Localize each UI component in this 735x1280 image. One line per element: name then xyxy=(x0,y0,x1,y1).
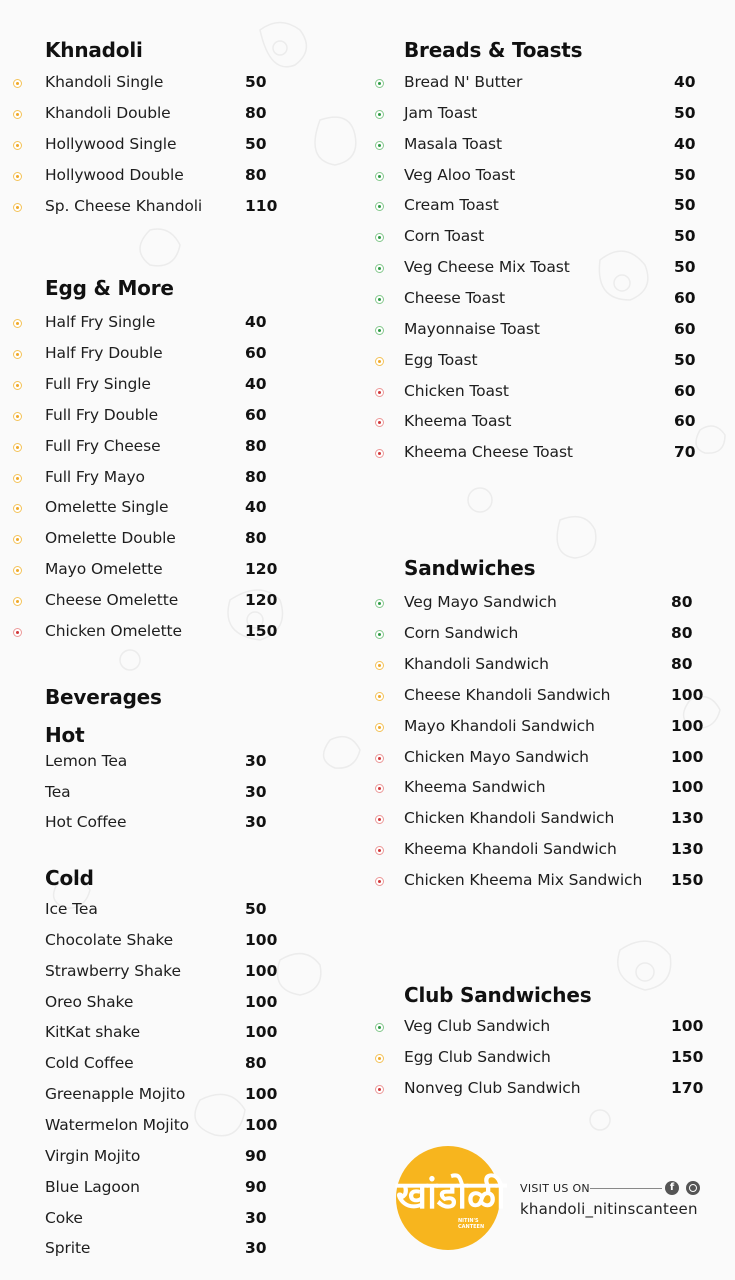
item-name: Chicken Khandoli Sandwich xyxy=(404,809,615,828)
item-price: 80 xyxy=(245,436,267,455)
item-name: Veg Cheese Mix Toast xyxy=(404,258,570,277)
menu-item xyxy=(0,1085,360,1107)
item-price: 100 xyxy=(245,1085,278,1104)
item-name: Half Fry Double xyxy=(45,343,163,362)
item-name: Veg Mayo Sandwich xyxy=(404,593,557,611)
item-name: Khandoli Single xyxy=(45,73,164,91)
item-price: 50 xyxy=(674,258,696,277)
item-name: Khandoli Double xyxy=(45,104,171,122)
item-name: Mayonnaise Toast xyxy=(404,319,540,338)
item-name: Greenapple Mojito xyxy=(45,1085,186,1104)
item-name: Hollywood Double xyxy=(45,166,184,184)
item-price: 40 xyxy=(674,134,696,153)
item-price: 100 xyxy=(671,1017,704,1035)
item-price: 60 xyxy=(674,381,696,400)
item-price: 150 xyxy=(671,871,704,890)
nonveg-indicator-icon xyxy=(375,1085,384,1094)
egg-indicator-icon xyxy=(13,597,22,606)
item-name: Hollywood Single xyxy=(45,135,177,153)
menu-item xyxy=(360,227,735,249)
menu-item xyxy=(0,783,360,805)
nonveg-indicator-icon xyxy=(375,877,384,886)
item-price: 90 xyxy=(245,1177,267,1196)
item-price: 100 xyxy=(245,1023,278,1042)
item-name: Chicken Toast xyxy=(404,381,509,400)
menu-item xyxy=(0,813,360,835)
item-name: Blue Lagoon xyxy=(45,1177,140,1196)
brand-logo xyxy=(396,1146,506,1250)
item-name: Mayo Khandoli Sandwich xyxy=(404,716,595,735)
menu-item xyxy=(360,258,735,280)
menu-item xyxy=(0,1147,360,1169)
menu-item xyxy=(360,624,735,646)
item-name: Cheese Omelette xyxy=(45,591,179,610)
menu-item xyxy=(360,289,735,311)
veg-indicator-icon xyxy=(375,326,384,335)
item-name: Ice Tea xyxy=(45,900,98,918)
item-price: 40 xyxy=(245,374,267,393)
item-price: 60 xyxy=(245,405,267,424)
menu-item xyxy=(360,196,735,218)
menu-item xyxy=(0,591,360,613)
item-price: 120 xyxy=(245,560,278,579)
menu-item xyxy=(0,900,360,922)
item-price: 50 xyxy=(674,165,696,184)
item-name: Watermelon Mojito xyxy=(45,1115,190,1134)
menu-item xyxy=(360,443,735,465)
section-title-sandwiches: Sandwiches xyxy=(404,556,536,580)
item-price: 100 xyxy=(671,747,704,766)
egg-indicator-icon xyxy=(13,412,22,421)
egg-indicator-icon xyxy=(375,692,384,701)
item-price: 50 xyxy=(674,227,696,246)
menu-item xyxy=(360,382,735,404)
nonveg-indicator-icon xyxy=(13,628,22,637)
item-name: Full Fry Mayo xyxy=(45,467,145,486)
item-price: 60 xyxy=(674,319,696,338)
item-name: Omelette Double xyxy=(45,529,176,548)
menu-item xyxy=(360,717,735,739)
menu-item xyxy=(0,1209,360,1231)
menu-item xyxy=(360,840,735,862)
item-name: Full Fry Double xyxy=(45,405,159,424)
item-price: 80 xyxy=(245,1054,267,1073)
nonveg-indicator-icon xyxy=(375,754,384,763)
menu-item xyxy=(0,529,360,551)
egg-indicator-icon xyxy=(13,141,22,150)
instagram-icon[interactable] xyxy=(686,1181,700,1195)
item-name: Masala Toast xyxy=(404,134,502,153)
menu-item xyxy=(0,406,360,428)
item-name: Egg Toast xyxy=(404,350,478,369)
menu-item xyxy=(360,1079,735,1101)
menu-item xyxy=(0,135,360,157)
item-price: 90 xyxy=(245,1146,267,1165)
item-price: 50 xyxy=(245,73,267,91)
item-price: 120 xyxy=(245,591,278,610)
menu-item xyxy=(0,197,360,219)
menu-item xyxy=(360,748,735,770)
item-name: Jam Toast xyxy=(404,103,478,122)
section-title-beverages: Beverages xyxy=(45,685,162,709)
veg-indicator-icon xyxy=(375,79,384,88)
egg-indicator-icon xyxy=(13,350,22,359)
menu-item xyxy=(0,104,360,126)
item-price: 40 xyxy=(245,498,267,517)
item-name: Full Fry Cheese xyxy=(45,436,161,455)
item-price: 80 xyxy=(671,593,693,611)
visit-us-label: VISIT US ON xyxy=(520,1182,590,1195)
menu-item xyxy=(360,1048,735,1070)
item-price: 100 xyxy=(245,1115,278,1134)
egg-indicator-icon xyxy=(13,319,22,328)
item-price: 30 xyxy=(245,782,267,801)
item-price: 30 xyxy=(245,1239,267,1258)
item-name: Kheema Khandoli Sandwich xyxy=(404,840,617,859)
item-name: Sprite xyxy=(45,1239,91,1258)
facebook-icon[interactable]: f xyxy=(665,1181,679,1195)
item-price: 50 xyxy=(245,900,267,918)
item-price: 100 xyxy=(245,992,278,1011)
item-price: 50 xyxy=(674,103,696,122)
veg-indicator-icon xyxy=(375,110,384,119)
egg-indicator-icon xyxy=(13,381,22,390)
item-name: Nonveg Club Sandwich xyxy=(404,1079,581,1097)
menu-item xyxy=(0,962,360,984)
item-name: Chocolate Shake xyxy=(45,930,174,949)
section-title-breads-toasts: Breads & Toasts xyxy=(404,38,583,62)
item-name: Chicken Kheema Mix Sandwich xyxy=(404,871,643,890)
nonveg-indicator-icon xyxy=(375,418,384,427)
item-name: Veg Club Sandwich xyxy=(404,1017,551,1035)
menu-item xyxy=(360,655,735,677)
egg-indicator-icon xyxy=(375,357,384,366)
item-price: 100 xyxy=(245,930,278,949)
veg-indicator-icon xyxy=(375,630,384,639)
item-name: Chicken Omelette xyxy=(45,622,182,640)
subsection-title-cold: Cold xyxy=(45,866,94,890)
item-price: 60 xyxy=(674,412,696,431)
item-name: Coke xyxy=(45,1208,83,1227)
menu-item xyxy=(0,468,360,490)
item-name: Bread N' Butter xyxy=(404,73,523,91)
item-name: Khandoli Sandwich xyxy=(404,654,549,673)
veg-indicator-icon xyxy=(375,172,384,181)
item-name: Veg Aloo Toast xyxy=(404,165,516,184)
veg-indicator-icon xyxy=(375,264,384,273)
menu-item xyxy=(360,593,735,615)
item-price: 80 xyxy=(245,104,267,122)
item-price: 70 xyxy=(674,443,696,462)
menu-item xyxy=(360,73,735,95)
egg-indicator-icon xyxy=(375,661,384,670)
menu-item xyxy=(0,498,360,520)
egg-indicator-icon xyxy=(13,535,22,544)
item-name: Corn Toast xyxy=(404,227,485,246)
item-name: Kheema Cheese Toast xyxy=(404,443,573,462)
nonveg-indicator-icon xyxy=(375,846,384,855)
menu-item xyxy=(360,320,735,342)
veg-indicator-icon xyxy=(375,233,384,242)
item-price: 80 xyxy=(245,529,267,548)
item-price: 80 xyxy=(245,467,267,486)
menu-item xyxy=(360,686,735,708)
item-price: 40 xyxy=(674,73,696,91)
egg-indicator-icon xyxy=(13,110,22,119)
egg-indicator-icon xyxy=(13,504,22,513)
menu-item xyxy=(360,412,735,434)
item-price: 100 xyxy=(671,778,704,797)
item-price: 100 xyxy=(245,961,278,980)
logo-subtext: NITIN'S CANTEEN xyxy=(458,1218,485,1230)
veg-indicator-icon xyxy=(375,1023,384,1032)
item-price: 80 xyxy=(671,654,693,673)
item-name: Cold Coffee xyxy=(45,1054,134,1073)
item-name: Half Fry Single xyxy=(45,313,156,331)
nonveg-indicator-icon xyxy=(375,784,384,793)
menu-item xyxy=(0,375,360,397)
section-title-khnadoli: Khnadoli xyxy=(45,38,143,62)
egg-indicator-icon xyxy=(375,1054,384,1063)
item-name: Full Fry Single xyxy=(45,374,151,393)
item-name: Oreo Shake xyxy=(45,992,134,1011)
item-price: 130 xyxy=(671,840,704,859)
item-price: 100 xyxy=(671,716,704,735)
item-name: Cream Toast xyxy=(404,196,499,215)
item-price: 60 xyxy=(245,343,267,362)
section-title-egg-more: Egg & More xyxy=(45,276,174,300)
logo-text: खांडोळी xyxy=(396,1172,506,1217)
menu-item xyxy=(0,344,360,366)
item-price: 80 xyxy=(245,166,267,184)
egg-indicator-icon xyxy=(13,203,22,212)
item-name: Sp. Cheese Khandoli xyxy=(45,197,203,215)
item-price: 130 xyxy=(671,809,704,828)
social-handle[interactable]: khandoli_nitinscanteen xyxy=(520,1200,698,1218)
nonveg-indicator-icon xyxy=(375,815,384,824)
item-price: 40 xyxy=(245,313,267,331)
item-name: Kheema Toast xyxy=(404,412,512,431)
item-name: Cheese Toast xyxy=(404,288,506,307)
menu-item xyxy=(360,1017,735,1039)
item-price: 150 xyxy=(671,1048,704,1066)
menu-item xyxy=(360,809,735,831)
item-name: Egg Club Sandwich xyxy=(404,1048,551,1066)
menu-item xyxy=(0,560,360,582)
menu-item xyxy=(360,104,735,126)
menu-item xyxy=(0,73,360,95)
menu-item xyxy=(0,1023,360,1045)
egg-indicator-icon xyxy=(13,172,22,181)
menu-item xyxy=(360,778,735,800)
egg-indicator-icon xyxy=(375,723,384,732)
visit-divider xyxy=(590,1188,662,1189)
menu-item xyxy=(0,1054,360,1076)
menu-item xyxy=(0,622,360,644)
item-price: 50 xyxy=(674,350,696,369)
veg-indicator-icon xyxy=(375,141,384,150)
item-name: Corn Sandwich xyxy=(404,623,519,642)
veg-indicator-icon xyxy=(375,295,384,304)
item-price: 80 xyxy=(671,623,693,642)
item-price: 150 xyxy=(245,622,278,640)
menu-item xyxy=(0,1116,360,1138)
menu-item xyxy=(0,1239,360,1261)
item-price: 50 xyxy=(245,135,267,153)
item-name: Tea xyxy=(45,782,71,801)
menu-item xyxy=(0,931,360,953)
item-price: 170 xyxy=(671,1079,704,1097)
menu-item xyxy=(360,871,735,893)
subsection-title-hot: Hot xyxy=(45,723,85,747)
egg-indicator-icon xyxy=(13,474,22,483)
menu-item xyxy=(360,135,735,157)
egg-indicator-icon xyxy=(13,566,22,575)
menu-item xyxy=(0,993,360,1015)
item-name: Omelette Single xyxy=(45,498,169,517)
item-name: Mayo Omelette xyxy=(45,560,163,579)
item-name: KitKat shake xyxy=(45,1023,141,1042)
menu-item xyxy=(0,313,360,335)
item-price: 30 xyxy=(245,813,267,832)
item-name: Lemon Tea xyxy=(45,752,128,770)
egg-indicator-icon xyxy=(13,443,22,452)
item-name: Kheema Sandwich xyxy=(404,778,546,797)
item-price: 100 xyxy=(671,685,704,704)
item-price: 110 xyxy=(245,197,278,215)
item-price: 30 xyxy=(245,1208,267,1227)
nonveg-indicator-icon xyxy=(375,449,384,458)
section-title-club-sandwiches: Club Sandwiches xyxy=(404,983,592,1007)
menu-item xyxy=(360,166,735,188)
item-price: 50 xyxy=(674,196,696,215)
item-name: Cheese Khandoli Sandwich xyxy=(404,685,611,704)
veg-indicator-icon xyxy=(375,202,384,211)
item-name: Strawberry Shake xyxy=(45,961,181,980)
veg-indicator-icon xyxy=(375,599,384,608)
nonveg-indicator-icon xyxy=(375,388,384,397)
menu-item xyxy=(0,1178,360,1200)
item-name: Hot Coffee xyxy=(45,813,127,832)
item-name: Chicken Mayo Sandwich xyxy=(404,747,589,766)
menu-item xyxy=(360,351,735,373)
item-price: 60 xyxy=(674,288,696,307)
item-price: 30 xyxy=(245,752,267,770)
egg-indicator-icon xyxy=(13,79,22,88)
menu-item xyxy=(0,752,360,774)
item-name: Virgin Mojito xyxy=(45,1146,141,1165)
menu-item xyxy=(0,437,360,459)
menu-item xyxy=(0,166,360,188)
